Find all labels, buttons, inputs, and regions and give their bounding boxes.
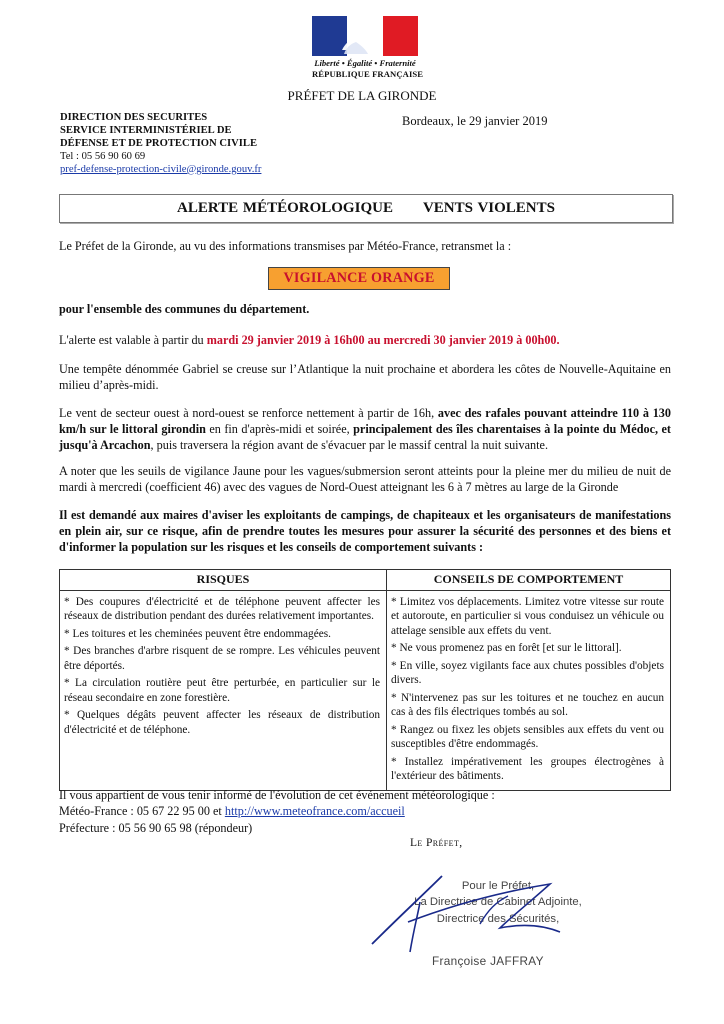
sender-block [60, 112, 261, 177]
validity-period: mardi 29 janvier 2019 à 16h00 au mercredi 30 janvier 2019 à 00h00. [206, 333, 560, 347]
alert-title-right: VENTS VIOLENTS [422, 199, 555, 216]
wind-text-2: avec des rafales pouvant atteindre 110 à 130 km/h sur le littoral girondin [59, 406, 671, 436]
risk-item: * La circulation routière peut être perturbée, en particulier sur le réseau secondaire en zone forestière. [64, 677, 380, 704]
advice-item: * N'intervenez pas sur les toitures et ne touchez en aucun cas à des fils électriques tombés au sol. [391, 691, 664, 719]
sender-service-line1: SERVICE INTERMINISTÉRIEL DE [60, 124, 232, 136]
intro-paragraph: Le Préfet de la Gironde, au vu des informations transmises par Météo-France, retransmet la : [59, 239, 512, 253]
risk-item: * Les toitures et les cheminées peuvent être endommagées. [64, 627, 331, 640]
signatory-name: Françoise JAFFRAY [432, 954, 544, 968]
wind-text-5: , puis traversera la région avant de s'évacuer par le massif central la nuit suivante. [150, 437, 548, 452]
meteofrance-link[interactable]: http://www.meteofrance.com/accueil [224, 804, 405, 819]
marianne-flag-icon [312, 16, 418, 56]
sender-email-link[interactable]: pref-defense-protection-civile@gironde.gouv.fr [60, 163, 262, 175]
storm-paragraph: Une tempête dénommée Gabriel se creuse sur l’Atlantique la nuit prochaine et abordera les côtes de Nouvelle-Aquitaine en milieu d’après-midi. [59, 362, 671, 392]
risk-item: * Des branches d'arbre risquent de se rompre. Les véhicules peuvent être déportés. [64, 645, 380, 672]
mayors-paragraph: Il est demandé aux maires d'aviser les exploitants de campings, de chapiteaux et les organisateurs de manifestations en plein air, sur ce risque, afin de prendre toutes les mesures pour assurer la sécurité des personnes et des biens et d'informer la population sur les risques et les conseils de comportement suivants : [59, 508, 671, 554]
wind-text-3: en fin d'après-midi et soirée, [205, 421, 354, 436]
sender-service-line2: DÉFENSE ET DE PROTECTION CIVILE [60, 137, 258, 149]
alert-title-left: ALERTE MÉTÉOROLOGIQUE [177, 199, 393, 216]
stamp-line3: Directrice des Sécurités, [436, 912, 560, 925]
date-line: Bordeaux, le 29 janvier 2019 [402, 114, 548, 128]
le-prefet-label: Le Préfet, [410, 837, 463, 849]
footer-meteo-line [59, 803, 495, 819]
advice-item: * Limitez vos déplacements. Limitez votre vitesse sur route et autoroute, en particulier si vous conduisez un véhicule ou attelage sensible aux effets du vent. [391, 596, 664, 637]
risks-cell [60, 591, 387, 791]
republic-logo [312, 16, 424, 80]
stamp-line2: La Directrice de Cabinet Adjointe, [414, 896, 582, 909]
wind-text-4: principalement des îles charentaises à la pointe du Médoc, et jusqu'à Arcachon [59, 421, 671, 452]
advice-item: * Ne vous promenez pas en forêt [et sur le littoral]. [391, 642, 622, 655]
risk-item: * Quelques dégâts peuvent affecter les réseaux de distribution d'électricité et de téléphone. [64, 709, 380, 736]
sender-phone: Tel : 05 56 90 60 69 [60, 150, 146, 162]
risks-advice-table [59, 569, 671, 791]
handwritten-signature-icon [360, 862, 600, 962]
wind-paragraph [59, 406, 671, 454]
risk-item: * Des coupures d'électricité et de téléphone peuvent affecter les réseaux de distribution pendant des durées relativement importantes. [64, 596, 380, 623]
advice-item: * Installez impérativement les groupes électrogènes à l'extérieur des bâtiments. [391, 755, 664, 782]
header-risks: RISQUES [60, 570, 387, 591]
prefet-title: PRÉFET DE LA GIRONDE [287, 88, 437, 103]
wind-text-1: Le vent de secteur ouest à nord-ouest se renforce nettement à partir de 16h, [59, 406, 438, 420]
table-header-row [60, 570, 671, 591]
table-row [60, 591, 671, 791]
republic-motto: Liberté • Égalité • Fraternité [314, 58, 416, 68]
footer-line1: Il vous appartient de vous tenir informé de l'évolution de cet événement météorologique : [59, 788, 495, 802]
footer-prefecture-line: Préfecture : 05 56 90 65 98 (répondeur) [59, 820, 253, 835]
waves-paragraph: A noter que les seuils de vigilance Jaune pour les vagues/submersion seront atteints pour la pleine mer du milieu de nuit de mardi à mercredi (coefficient 46) avec des vagues de Nord-Ouest atteignant les 6 à 7 mètres au large de la Gironde [59, 464, 671, 494]
advice-cell [387, 591, 671, 791]
header-advice: CONSEILS DE COMPORTEMENT [387, 570, 671, 591]
vigilance-badge: VIGILANCE ORANGE [268, 267, 450, 290]
footer-info [59, 787, 495, 836]
alert-title-box [59, 194, 673, 223]
advice-item: * Rangez ou fixez les objets sensibles aux effets du vent ou susceptibles d'être endommagés. [391, 723, 664, 751]
validity-prefix: L'alerte est valable à partir du [59, 333, 207, 347]
validity-line [59, 333, 671, 349]
sender-direction: DIRECTION DES SECURITES [60, 112, 208, 123]
republic-name: RÉPUBLIQUE FRANÇAISE [312, 69, 424, 80]
advice-item: * En ville, soyez vigilants face aux chutes possibles d'objets divers. [391, 659, 664, 687]
scope-line: pour l'ensemble des communes du département. [59, 302, 310, 316]
footer-meteo-prefix: Météo-France : 05 67 22 95 00 et [59, 804, 225, 819]
stamp-line1: Pour le Préfet, [461, 880, 535, 892]
